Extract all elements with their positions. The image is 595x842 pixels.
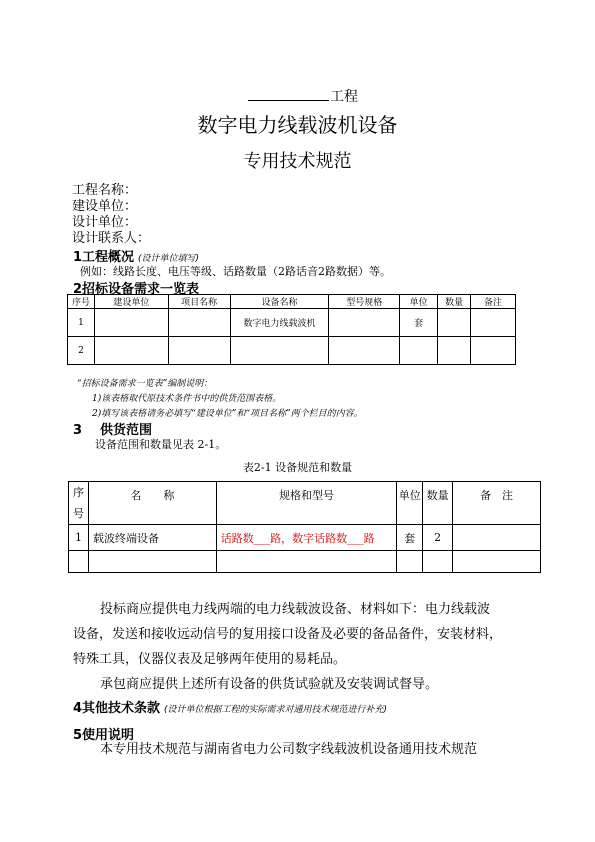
section3-title: 供货范围 <box>100 423 153 438</box>
section3-intro: 设备范围和数量见表 2-1。 <box>95 438 227 451</box>
section1-title: 1工程概况 <box>73 250 135 265</box>
table-cell <box>168 337 230 365</box>
col-header: 单位 <box>400 295 438 309</box>
table-note-1: 1)该表格取代原技术条件书中的供货范围表格。 <box>92 394 282 404</box>
table-cell: 套 <box>400 309 438 337</box>
table-cell-unit <box>397 551 423 573</box>
table-cell <box>329 337 400 365</box>
info-design-unit: 设计单位： <box>72 215 138 230</box>
body-paragraph-line: 特殊工具，仪器仪表及足够两年使用的易耗品。 <box>73 652 347 667</box>
table-cell-spec <box>216 551 397 573</box>
table-note-2: 2)填写该表格请务必填写“建设单位”和“项目名称”两个栏目的内容。 <box>92 409 363 419</box>
table-cell-seq <box>69 551 89 573</box>
table-cell: 1 <box>68 309 95 337</box>
col-header-qty: 数量 <box>423 482 453 525</box>
table-cell <box>471 337 516 365</box>
info-project-name: 工程名称： <box>72 183 138 198</box>
table-header-row <box>68 295 516 309</box>
bid-equipment-table <box>67 294 516 365</box>
table-row <box>69 525 541 551</box>
col-header: 型号规格 <box>329 295 400 309</box>
col-header: 备注 <box>471 295 516 309</box>
table-row <box>68 309 516 337</box>
project-suffix: 工程 <box>330 89 358 105</box>
col-header: 序号 <box>68 295 95 309</box>
table-cell-qty <box>423 551 453 573</box>
document-title: 数字电力线载波机设备 <box>197 113 398 137</box>
table-cell-name <box>88 551 216 573</box>
body-paragraph-line: 投标商应提供电力线两端的电力线载波设备、材料如下：电力线载波 <box>100 602 491 617</box>
col-header: 设备名称 <box>230 295 329 309</box>
section2-heading: 2招标设备需求一览表 <box>73 282 200 297</box>
body-paragraph-line: 承包商应提供上述所有设备的供货试验就及安装调试督导。 <box>100 677 439 692</box>
table-cell <box>329 309 400 337</box>
info-design-contact: 设计联系人： <box>72 231 151 246</box>
col-header: 项目名称 <box>168 295 230 309</box>
table-row <box>69 551 541 573</box>
section4-heading <box>73 697 387 716</box>
section4-note: (设计单位根据工程的实际需求对通用技术规范进行补充) <box>164 705 388 715</box>
equipment-spec-table <box>68 481 541 573</box>
table-cell: 数字电力线载波机 <box>230 309 329 337</box>
col-header: 数量 <box>438 295 471 309</box>
section5-heading: 5使用说明 <box>73 728 135 743</box>
table-cell-name: 载波终端设备 <box>88 525 216 551</box>
table-row <box>68 337 516 365</box>
section4-title: 4其他技术条款 <box>73 701 161 716</box>
col-header-spec: 规格和型号 <box>216 482 397 525</box>
table-caption: 表2-1 设备规范和数量 <box>242 461 353 474</box>
col-header-remark: 备 注 <box>453 482 541 525</box>
col-header-seq: 序号 <box>69 482 89 525</box>
table-cell <box>94 309 168 337</box>
col-header-unit: 单位 <box>397 482 423 525</box>
table-cell-remark <box>453 525 541 551</box>
section5-text: 本专用技术规范与湖南省电力公司数字线载波机设备通用技术规范 <box>100 742 478 757</box>
table-cell <box>230 337 329 365</box>
table-cell-qty: 2 <box>423 525 453 551</box>
section1-example: 例如：线路长度、电压等级、话路数量（2路话音2路数据）等。 <box>80 265 391 278</box>
document-subtitle: 专用技术规范 <box>243 151 352 172</box>
table-cell: 2 <box>68 337 95 365</box>
table-cell <box>438 337 471 365</box>
table-header-row <box>69 482 541 525</box>
body-paragraph-line: 设备，发送和接收远动信号的复用接口设备及必要的备品备件，安装材料， <box>73 627 503 642</box>
table-cell-unit: 套 <box>397 525 423 551</box>
col-header-name: 名 称 <box>88 482 216 525</box>
section1-note: (设计单位填写) <box>138 254 200 264</box>
table-cell <box>400 337 438 365</box>
table-cell <box>438 309 471 337</box>
table-cell-seq: 1 <box>69 525 89 551</box>
table-cell <box>471 309 516 337</box>
col-header: 建设单位 <box>94 295 168 309</box>
project-name-blank <box>248 100 329 101</box>
table-notes-title: “招标设备需求一览表”编制说明： <box>77 379 213 389</box>
table-cell-spec: 话路数___路，数字话路数___路 <box>216 525 397 551</box>
table-cell-remark <box>453 551 541 573</box>
table-cell <box>168 309 230 337</box>
section3-number: 3 <box>73 423 83 438</box>
info-construction-unit: 建设单位： <box>72 199 138 214</box>
table-cell <box>94 337 168 365</box>
